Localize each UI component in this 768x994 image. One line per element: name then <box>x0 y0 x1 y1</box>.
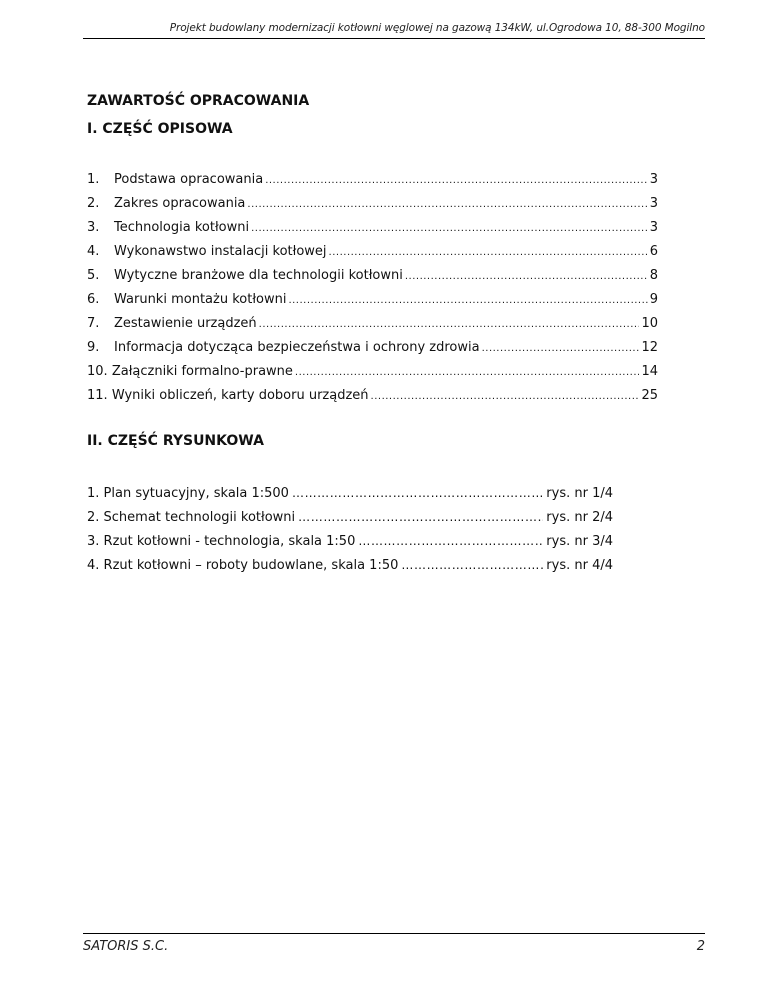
toc-item[interactable] <box>87 195 658 219</box>
toc-item-title: Informacja dotycząca bezpieczeństwa i ochrony zdrowia <box>114 340 480 355</box>
footer-company: SATORIS S.C. <box>83 939 169 954</box>
toc-item-title: Wykonawstwo instalacji kotłowej <box>114 244 327 259</box>
toc-item[interactable] <box>87 171 658 195</box>
toc-item[interactable] <box>87 387 658 411</box>
drawing-item[interactable] <box>87 509 613 533</box>
toc-item-page: 14 <box>641 364 658 379</box>
toc-item-title: Zakres opracowania <box>114 196 246 211</box>
drawing-item[interactable] <box>87 485 613 509</box>
dot-leader <box>288 292 647 309</box>
toc-item-page: 10 <box>641 316 658 331</box>
toc-item-title: Warunki montażu kotłowni <box>114 292 287 307</box>
drawing-item[interactable] <box>87 533 613 557</box>
toc-list-descriptive <box>87 171 658 411</box>
dot-leader <box>247 196 647 213</box>
dot-leader <box>292 485 543 502</box>
toc-item[interactable] <box>87 243 658 267</box>
toc-item-number: 11. <box>87 388 108 403</box>
toc-item-title: Załączniki formalno-prawne <box>111 364 293 379</box>
dot-leader <box>482 340 640 357</box>
toc-item-number: 9. <box>87 340 100 355</box>
toc-item[interactable] <box>87 267 658 291</box>
dot-leader <box>265 172 648 189</box>
toc-item[interactable] <box>87 315 658 339</box>
drawing-item-ref: rys. nr 3/4 <box>546 534 613 549</box>
drawing-item-title: 4. Rzut kotłowni – roboty budowlane, skala 1:50 <box>87 558 399 573</box>
drawing-item[interactable] <box>87 557 613 581</box>
toc-item-page: 8 <box>649 268 658 283</box>
toc-item-number: 1. <box>87 172 100 187</box>
toc-item-number: 2. <box>87 196 100 211</box>
section-1-title: I. CZĘŚĆ OPISOWA <box>87 121 233 137</box>
page-number: 2 <box>696 939 705 954</box>
dot-leader <box>401 557 543 574</box>
drawing-item-ref: rys. nr 1/4 <box>546 486 613 501</box>
toc-item-page: 6 <box>649 244 658 259</box>
dot-leader <box>405 268 648 285</box>
drawing-item-title: 1. Plan sytuacyjny, skala 1:500 <box>87 486 289 501</box>
toc-item-page: 3 <box>649 196 658 211</box>
toc-item-page: 3 <box>649 220 658 235</box>
toc-item-number: 10. <box>87 364 108 379</box>
toc-item-page: 3 <box>649 172 658 187</box>
page-header: Projekt budowlany modernizacji kotłowni węglowej na gazową 134kW, ul.Ogrodowa 10, 88-300 Mogilno <box>83 22 705 39</box>
toc-item-number: 4. <box>87 244 100 259</box>
toc-item-page: 9 <box>649 292 658 307</box>
toc-item-title: Wytyczne branżowe dla technologii kotłowni <box>114 268 403 283</box>
toc-item-number: 6. <box>87 292 100 307</box>
dot-leader <box>251 220 648 237</box>
toc-item-page: 12 <box>641 340 658 355</box>
dot-leader <box>358 533 543 550</box>
contents-title: ZAWARTOŚĆ OPRACOWANIA <box>87 93 310 109</box>
drawing-item-title: 3. Rzut kotłowni - technologia, skala 1:50 <box>87 534 356 549</box>
dot-leader <box>298 509 543 526</box>
drawing-item-ref: rys. nr 2/4 <box>546 510 613 525</box>
toc-item-title: Technologia kotłowni <box>114 220 250 235</box>
page-footer <box>83 933 705 954</box>
dot-leader <box>329 244 648 261</box>
dot-leader <box>259 316 640 333</box>
toc-item[interactable] <box>87 219 658 243</box>
toc-item-number: 7. <box>87 316 100 331</box>
dot-leader <box>371 388 640 405</box>
drawing-item-title: 2. Schemat technologii kotłowni <box>87 510 296 525</box>
toc-item-page: 25 <box>641 388 658 403</box>
toc-item[interactable] <box>87 339 658 363</box>
toc-item-title: Wyniki obliczeń, karty doboru urządzeń <box>111 388 369 403</box>
toc-item-number: 5. <box>87 268 100 283</box>
toc-item-title: Podstawa opracowania <box>114 172 264 187</box>
toc-item[interactable] <box>87 291 658 315</box>
toc-list-drawings <box>87 485 613 581</box>
section-2-title: II. CZĘŚĆ RYSUNKOWA <box>87 433 264 449</box>
toc-item-title: Zestawienie urządzeń <box>114 316 257 331</box>
toc-item[interactable] <box>87 363 658 387</box>
drawing-item-ref: rys. nr 4/4 <box>546 558 613 573</box>
dot-leader <box>295 364 640 381</box>
toc-item-number: 3. <box>87 220 100 235</box>
